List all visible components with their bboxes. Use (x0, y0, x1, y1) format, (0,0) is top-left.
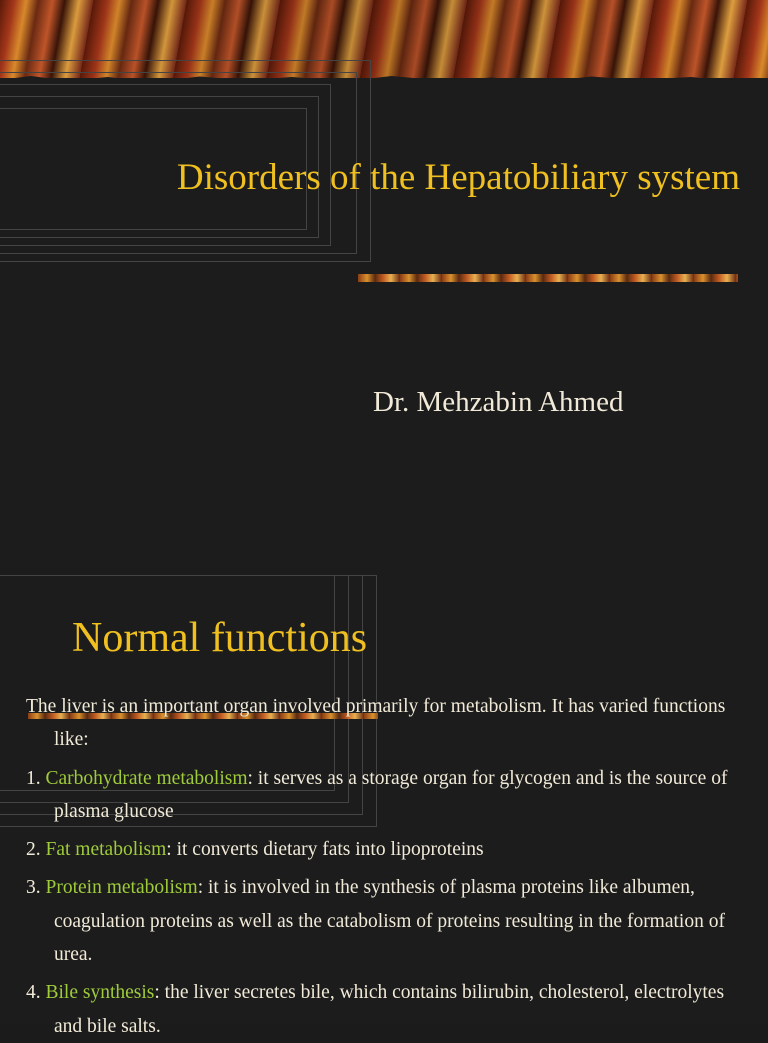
slide-title: Disorders of the Hepatobiliary system (176, 157, 740, 198)
list-item: 3. Protein metabolism: it is involved in the synthesis of plasma proteins like albumen, coagulation proteins as well as the catabolism of proteins resulting in the formation of urea. (26, 877, 725, 966)
author-name: Dr. Mehzabin Ahmed (373, 386, 624, 418)
list-item-text: : it serves as a storage organ for glycogen and is the source of plasma glucose (54, 767, 728, 822)
list-item-term: Carbohydrate metabolism (45, 767, 248, 789)
list-item: 2. Fat metabolism: it converts dietary fats into lipoproteins (26, 839, 484, 861)
slide-heading: Normal functions (72, 615, 368, 661)
list-item-term: Protein metabolism (45, 877, 198, 899)
decorative-bar (358, 274, 738, 282)
intro-paragraph: The liver is an important organ involved primarily for metabolism. It has varied functions like: (26, 696, 726, 751)
list-item-term: Bile synthesis (45, 982, 155, 1004)
list-item-text: : the liver secretes bile, which contains bilirubin, cholesterol, electrolytes and bile salts. (54, 982, 725, 1037)
list-item-text: : it is involved in the synthesis of plasma proteins like albumen, coagulation proteins as well as the catabolism of proteins resulting in the formation of urea. (54, 877, 725, 966)
list-item-text: : it converts dietary fats into lipoproteins (166, 839, 484, 861)
list-item-term: Fat metabolism (45, 839, 167, 861)
slide-body (26, 690, 746, 1043)
content-slide (0, 576, 768, 1037)
decorative-banner (0, 0, 768, 78)
list-item: 4. Bile synthesis: the liver secretes bile, which contains bilirubin, cholesterol, electrolytes and bile salts. (26, 982, 725, 1037)
list-item: 1. Carbohydrate metabolism: it serves as a storage organ for glycogen and is the source of plasma glucose (26, 767, 728, 822)
